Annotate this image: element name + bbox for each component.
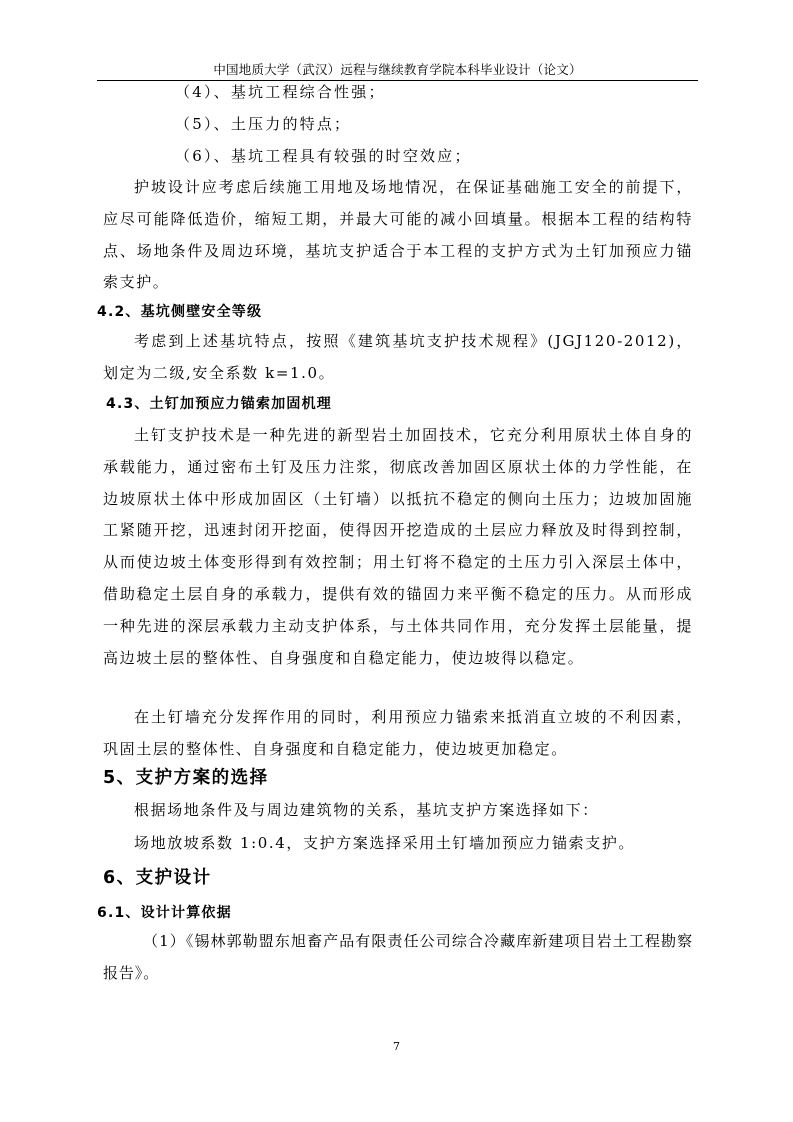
section-5-line-2: 场地放坡系数 1:0.4，支护方案选择采用土钉墙加预应力锚索支护。: [134, 834, 636, 852]
section-6-1-item-1: （1）《锡林郭勒盟东旭畜产品有限责任公司综合冷藏库新建项目岩土工程勘察报告》。: [103, 932, 693, 982]
list-item-6: （6）、基坑工程具有较强的时空效应；: [175, 147, 472, 165]
heading-6-1: 6.1、设计计算依据: [97, 905, 232, 921]
list-item-4: （4）、基坑工程综合性强；: [175, 83, 386, 101]
section-5-line-1: 根据场地条件及与周边建筑物的关系，基坑支护方案选择如下：: [134, 801, 599, 819]
heading-4-3: 4.3、土钉加预应力锚索加固机理: [106, 396, 332, 412]
intro-paragraph: 护坡设计应考虑后续施工用地及场地情况，在保证基础施工安全的前提下，应尽可能降低造价，缩短工期，并最大可能的减小回填量。根据本工程的结构特点、场地条件及周边环境，基坑支护适合于本工程的支护方式为土钉加预应力锚索支护。: [103, 178, 693, 292]
heading-4-2: 4.2、基坑侧壁安全等级: [97, 304, 263, 320]
section-4-2-body: 考虑到上述基坑特点，按照《建筑基坑支护技术规程》(JGJ120-2012)，划定为二级,安全系数 k=1.0。: [103, 332, 693, 382]
list-item-5: （5）、土压力的特点；: [175, 115, 352, 133]
running-header: 中国地质大学（武汉）远程与继续教育学院本科毕业设计（论文）: [213, 62, 582, 77]
page-number: 7: [393, 1040, 400, 1053]
header-rule: [97, 80, 698, 81]
section-4-3-body-1: 土钉支护技术是一种先进的新型岩土加固技术，它充分利用原状土体自身的承载能力，通过密布土钉及压力注浆，彻底改善加固区原状土体的力学性能，在边坡原状土体中形成加固区（土钉墙）以抵抗不稳定的侧向土压力；边坡加固施工紧随开挖，迅速封闭开挖面，使得因开挖造成的土层应力释放及时得到控制，从而使边坡土体变形得到有效控制；用土钉将不稳定的土压力引入深层土体中，借助稳定土层自身的承载力，提供有效的锚固力来平衡不稳定的压力。从而形成一种先进的深层承载力主动支护体系，与土体共同作用，充分发挥土层能量，提高边坡土层的整体性、自身强度和自稳定能力，使边坡得以稳定。: [103, 426, 693, 667]
section-4-3-body-2: 在土钉墙充分发挥作用的同时，利用预应力锚索来抵消直立坡的不利因素，巩固土层的整体性、自身强度和自稳定能力，使边坡更加稳定。: [103, 708, 693, 758]
heading-6: 6、支护设计: [103, 868, 212, 888]
heading-5: 5、支护方案的选择: [103, 768, 269, 788]
